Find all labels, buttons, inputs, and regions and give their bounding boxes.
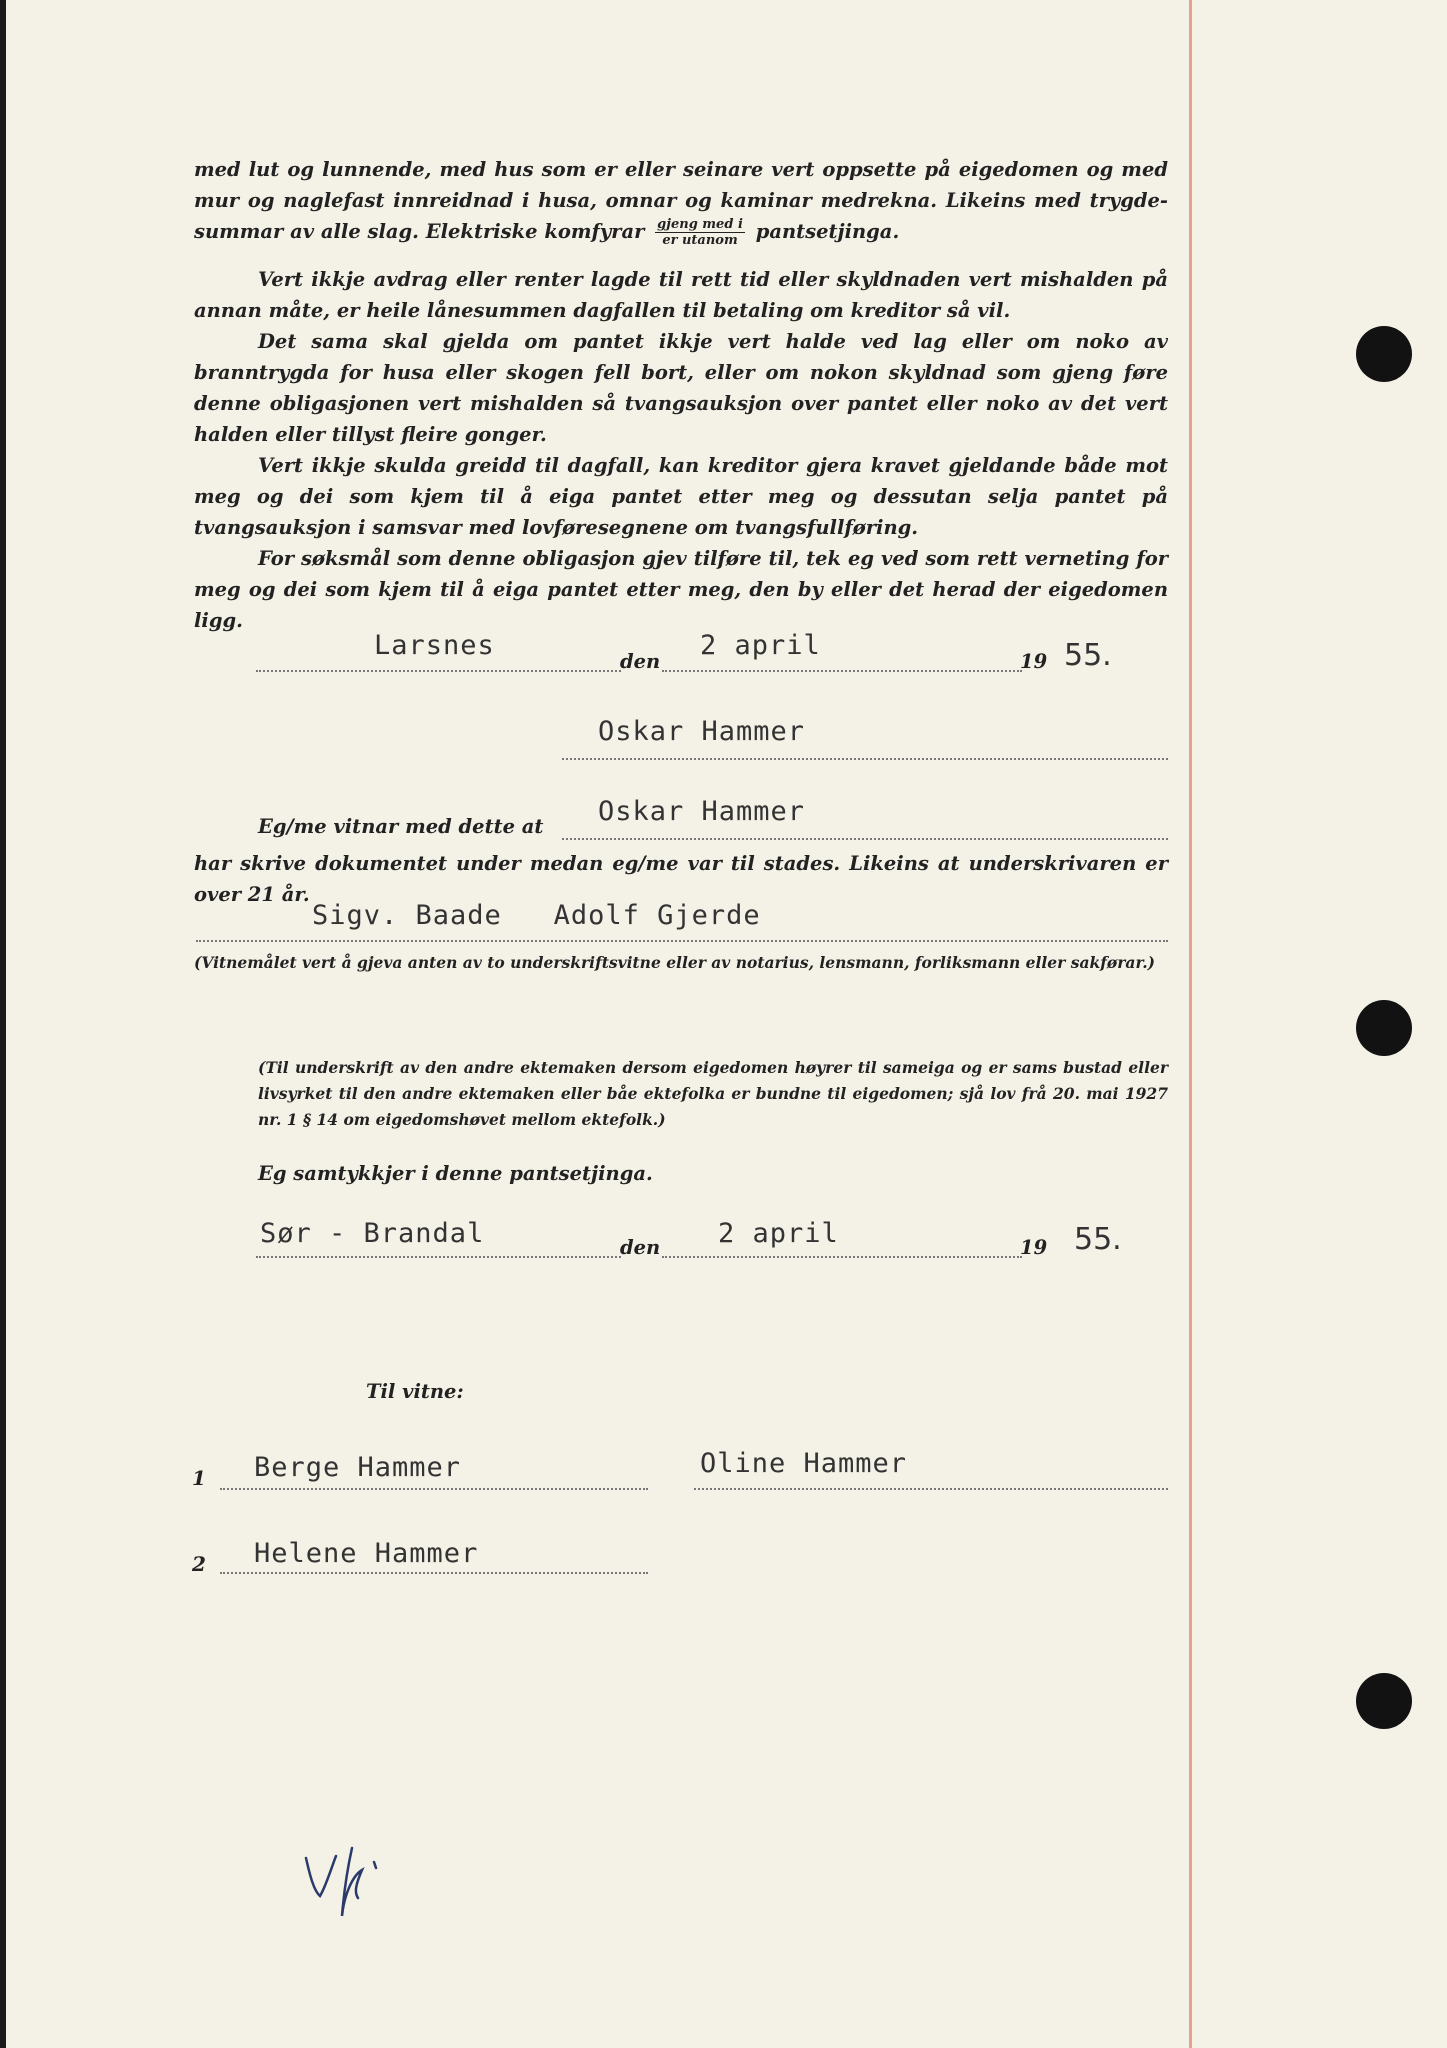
spouse-note: (Til underskrift av den andre ektemaken dersom eigedomen høyrer til sameiga og er sams bustad eller livsyrket til den andre ektemaken eller båe ektefolka er bundne til eigedomen; sjå lov frå 20. mai 1927 nr. 1 § 14 om eigedomshøvet mellom ektefolk.) [258, 1058, 1168, 1129]
place-2: Sør - Brandal [260, 1218, 485, 1249]
year-suffix-1: 55. [1064, 638, 1112, 673]
witness-number-2: 2 [192, 1552, 206, 1576]
margin-rule [1189, 0, 1192, 2048]
witness-statement-line [562, 838, 1168, 840]
paragraph-venue-clause [194, 543, 1168, 636]
punch-hole [1356, 1673, 1412, 1729]
witness-names: Sigv. Baade Adolf Gjerde [312, 900, 761, 931]
year-prefix-1: 19 [1020, 650, 1048, 673]
fraction-denominator: er utanom [662, 233, 738, 248]
date-line-2 [662, 1256, 1022, 1258]
den-label-2: den [620, 1236, 661, 1259]
paragraph-text: med lut og lunnende, med hus som er eller seinare vert oppsette på eigedomen og med mur og naglefast innreidnad i husa, omnar og kaminar medrekna. Likeins med trygde-summar av alle slag. Elektriske komfyrar [194, 158, 1168, 243]
paragraph-text: Vert ikkje skulda greidd til dagfall, kan kreditor gjera kravet gjeldande både mot meg og dei som kjem til å eiga pantet etter meg og dessutan selja pantet på tvangsauksjon i samsvar med lovføresegnene om tvangsfullføring. [194, 454, 1168, 539]
fraction-numerator: gjeng med i [657, 217, 743, 232]
paragraph-default-clause [194, 264, 1168, 326]
date-2: 2 april [718, 1218, 839, 1249]
spouse-signature: Oline Hammer [700, 1448, 908, 1479]
witness-line-1 [220, 1488, 648, 1490]
paragraph-text: Det sama skal gjelda om pantet ikkje vert halde ved lag eller om noko av branntrygda for husa eller skogen fell bort, eller om nokon skyldnad som gjeng føre denne obligasjonen vert mishalden så tvangsauksjon over pantet eller noko av det vert halden eller tillyst fleire gonger. [194, 330, 1168, 446]
handwritten-initials [292, 1836, 402, 1926]
signatory-name: Oskar Hammer [598, 716, 806, 747]
witness-statement-continuation: har skrive dokumentet under medan eg/me var til stades. Likeins at underskrivaren er over 21 år. [194, 852, 1168, 906]
witness-statement-name: Oskar Hammer [598, 796, 806, 827]
spouse-signature-line [694, 1488, 1168, 1490]
signatory-line [562, 758, 1168, 760]
paragraph-property-clause [194, 154, 1168, 248]
witness-name-1: Berge Hammer [254, 1452, 462, 1483]
fraction-choice [655, 217, 745, 248]
date-line-1 [662, 670, 1022, 672]
den-label-1: den [620, 650, 661, 673]
document-page [6, 0, 1447, 2048]
witness-name-2: Helene Hammer [254, 1538, 479, 1569]
punch-hole [1356, 1000, 1412, 1056]
witness-note: (Vitnemålet vert å gjeva anten av to underskriftsvitne eller av notarius, lensmann, forliksmann eller sakførar.) [194, 953, 1155, 972]
til-vitne-label: Til vitne: [366, 1380, 464, 1403]
witness-number-1: 1 [192, 1466, 206, 1490]
paragraph-text: Vert ikkje avdrag eller renter lagde til rett tid eller skyldnaden vert mishalden på annan måte, er heile lånesummen dagfallen til betaling om kreditor så vil. [194, 268, 1168, 322]
paragraph-insurance-clause [194, 326, 1168, 450]
paragraph-due-clause [194, 450, 1168, 543]
witness-line-2 [220, 1572, 648, 1574]
consent-statement: Eg samtykkjer i denne pantsetjinga. [258, 1162, 653, 1185]
year-suffix-2: 55. [1074, 1222, 1122, 1257]
witness-names-line [196, 940, 1168, 942]
punch-hole [1356, 326, 1412, 382]
year-prefix-2: 19 [1020, 1236, 1048, 1259]
place-line-1 [256, 670, 621, 672]
witness-statement-label: Eg/me vitnar med dette at [258, 815, 544, 838]
place-line-2 [256, 1256, 621, 1258]
paragraph-text: For søksmål som denne obligasjon gjev tilføre til, tek eg ved som rett verneting for meg og dei som kjem til å eiga pantet etter meg, den by eller det herad der eigedomen ligg. [194, 547, 1168, 632]
date-1: 2 april [700, 630, 821, 661]
place-1: Larsnes [374, 630, 495, 661]
paragraph-text-end: pantsetjinga. [755, 220, 900, 243]
